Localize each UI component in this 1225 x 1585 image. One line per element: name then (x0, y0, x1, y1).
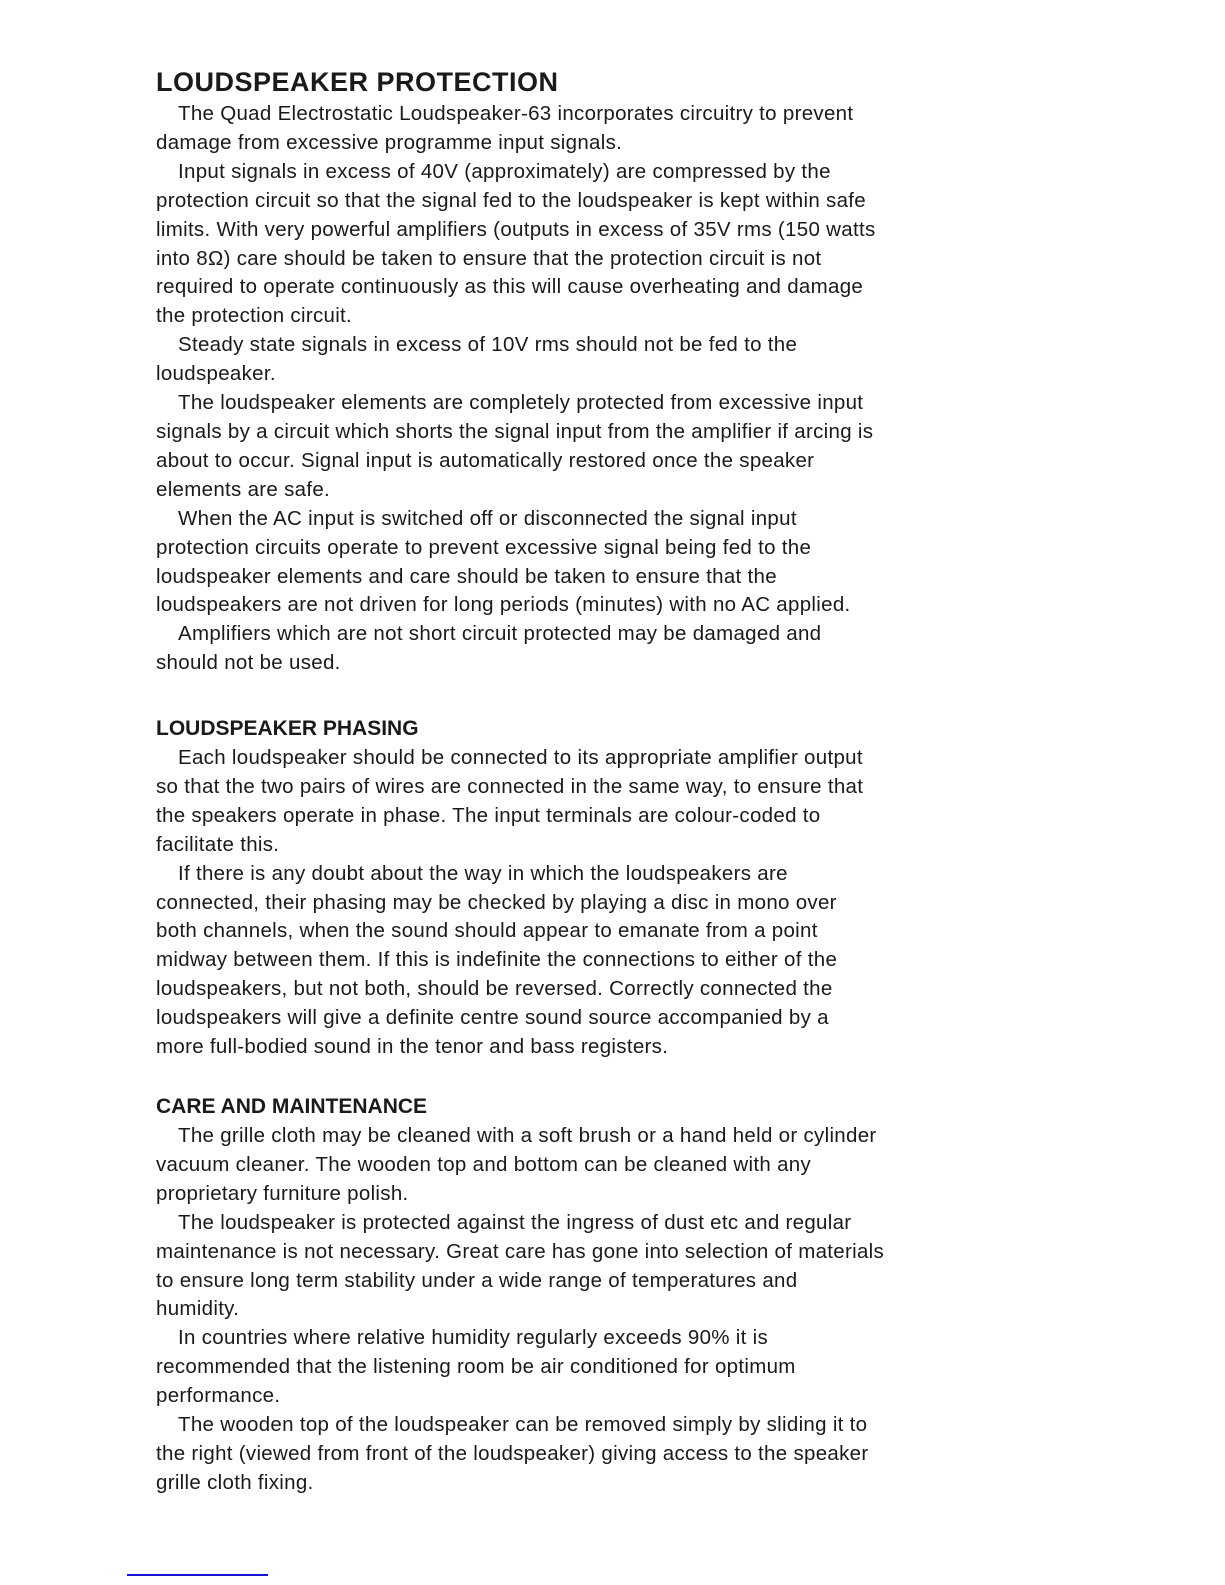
text-line: so that the two pairs of wires are connected in the same way, to ensure that (156, 774, 864, 798)
text-line: to ensure long term stability under a wide range of temperatures and (156, 1268, 798, 1292)
text-line: the protection circuit. (156, 304, 353, 328)
text-line: Input signals in excess of 40V (approximately) are compressed by the (178, 159, 831, 183)
text-line: connected, their phasing may be checked by playing a disc in mono over (156, 890, 837, 914)
paragraph (156, 505, 1076, 621)
text-line: loudspeakers, but not both, should be reversed. Correctly connected the (156, 977, 833, 1001)
section-heading: LOUDSPEAKER PHASING (156, 717, 419, 740)
text-line: required to operate continuously as this will cause overheating and damage (156, 275, 864, 299)
text-line: recommended that the listening room be air conditioned for optimum (156, 1355, 796, 1379)
text-line: vacuum cleaner. The wooden top and bottom can be cleaned with any (156, 1152, 812, 1176)
text-line: loudspeaker. (156, 362, 276, 386)
text-line: When the AC input is switched off or disconnected the signal input (178, 506, 797, 530)
text-line: loudspeakers are not driven for long periods (minutes) with no AC applied. (156, 593, 851, 617)
section-heading: CARE AND MAINTENANCE (156, 1095, 428, 1118)
section-loudspeaker-protection (156, 64, 1076, 678)
paragraph (156, 744, 1076, 860)
paragraph (156, 389, 1076, 505)
text-line: limits. With very powerful amplifiers (outputs in excess of 35V rms (150 watts (156, 217, 876, 241)
text-line: The loudspeaker is protected against the ingress of dust etc and regular (178, 1210, 852, 1234)
text-line: protection circuit so that the signal fed to the loudspeaker is kept within safe (156, 188, 866, 212)
section-body (156, 100, 1076, 678)
text-line: Each loudspeaker should be connected to its appropriate amplifier output (178, 746, 863, 769)
text-line: signals by a circuit which shorts the signal input from the amplifier if arcing is (156, 419, 874, 443)
text-line: If there is any doubt about the way in which the loudspeakers are (178, 861, 788, 885)
paragraph (156, 100, 1076, 158)
text-line: about to occur. Signal input is automatically restored once the speaker (156, 448, 815, 472)
text-line: loudspeakers will give a definite centre sound source accompanied by a (156, 1006, 829, 1030)
text-line: the speakers operate in phase. The input terminals are colour-coded to (156, 803, 821, 827)
text-line: The grille cloth may be cleaned with a soft brush or a hand held or cylinder (178, 1124, 877, 1147)
section-care-and-maintenance (156, 1092, 1076, 1498)
footer-rule (127, 1574, 268, 1576)
text-line: protection circuits operate to prevent excessive signal being fed to the (156, 535, 812, 559)
text-line: grille cloth fixing. (156, 1470, 314, 1494)
text-line: Amplifiers which are not short circuit protected may be damaged and (178, 622, 822, 646)
text-line: elements are safe. (156, 477, 331, 501)
text-line: The Quad Electrostatic Loudspeaker-63 incorporates circuitry to prevent (178, 102, 854, 125)
section-loudspeaker-phasing (156, 714, 1076, 1062)
paragraph (156, 1122, 1076, 1209)
paragraph (156, 1209, 1076, 1325)
text-line: humidity. (156, 1297, 240, 1321)
text-line: proprietary furniture polish. (156, 1181, 409, 1205)
paragraph (156, 1411, 1076, 1498)
paragraph (156, 1324, 1076, 1411)
text-line: the right (viewed from front of the loudspeaker) giving access to the speaker (156, 1441, 869, 1465)
text-line: loudspeaker elements and care should be taken to ensure that the (156, 564, 777, 588)
text-line: midway between them. If this is indefinite the connections to either of the (156, 948, 838, 972)
paragraph (156, 331, 1076, 389)
text-line: should not be used. (156, 651, 341, 675)
text-line: maintenance is not necessary. Great care has gone into selection of materials (156, 1239, 885, 1263)
text-line: The loudspeaker elements are completely protected from excessive input (178, 391, 864, 415)
text-line: more full-bodied sound in the tenor and bass registers. (156, 1035, 669, 1059)
paragraph (156, 620, 1076, 678)
section-heading: LOUDSPEAKER PROTECTION (156, 67, 559, 97)
text-line: damage from excessive programme input signals. (156, 130, 623, 154)
text-line: performance. (156, 1384, 281, 1408)
paragraph (156, 158, 1076, 331)
text-line: Steady state signals in excess of 10V rms should not be fed to the (178, 333, 798, 357)
text-line: facilitate this. (156, 832, 280, 856)
section-body (156, 744, 1076, 1062)
text-line: In countries where relative humidity regularly exceeds 90% it is (178, 1326, 769, 1350)
text-line: The wooden top of the loudspeaker can be removed simply by sliding it to (178, 1413, 868, 1437)
paragraph (156, 860, 1076, 1062)
text-line: both channels, when the sound should appear to emanate from a point (156, 919, 818, 943)
text-line: into 8Ω) care should be taken to ensure that the protection circuit is not (156, 246, 822, 270)
section-body (156, 1122, 1076, 1498)
